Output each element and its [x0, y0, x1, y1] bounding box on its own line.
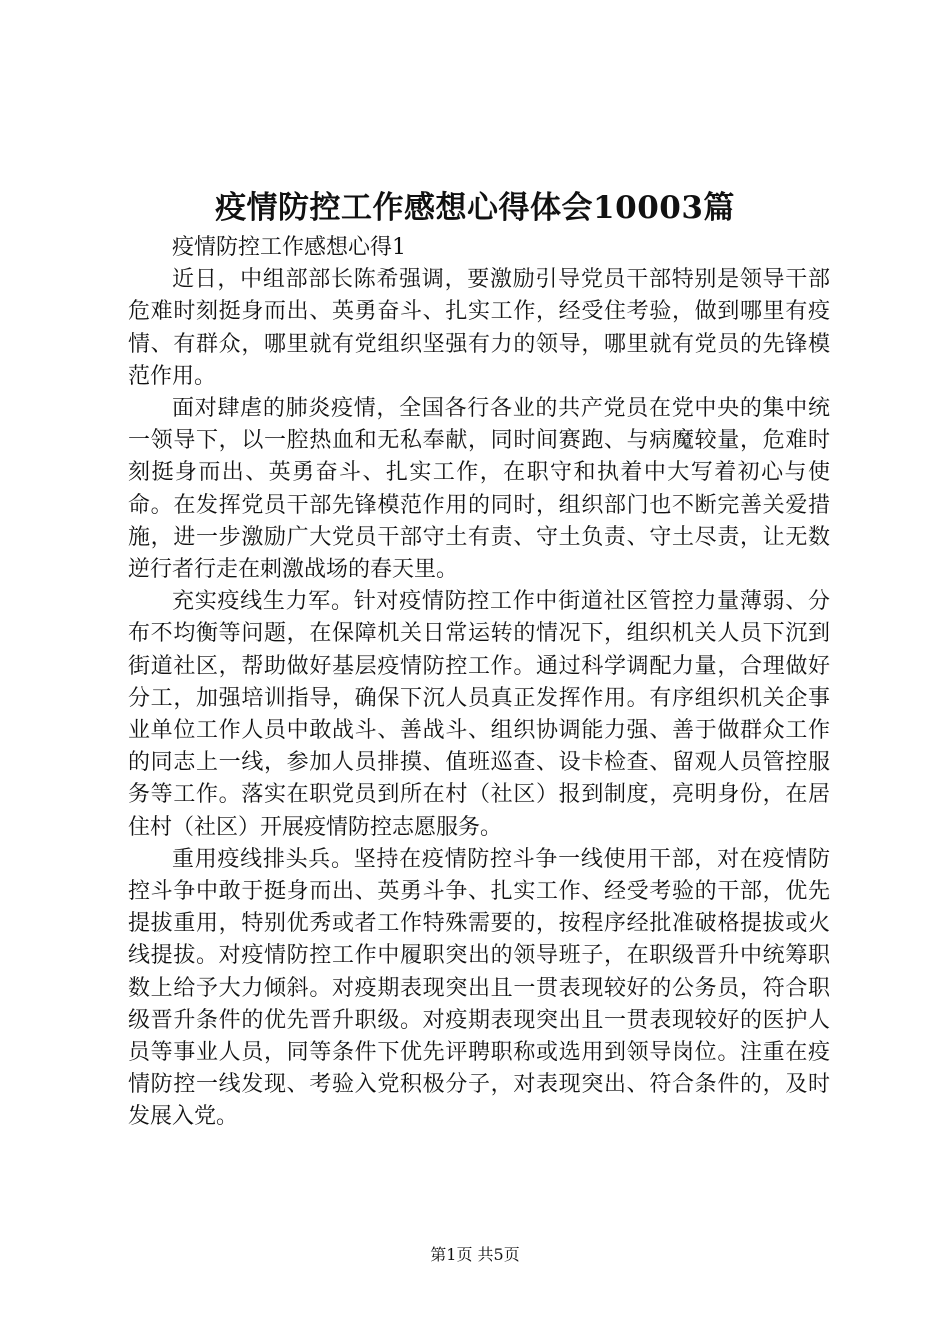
document-title: 疫情防控工作感想心得体会10003篇 — [215, 190, 735, 226]
section-heading: 疫情防控工作感想心得1 — [172, 235, 406, 260]
paragraph-2: 面对肆虐的肺炎疫情，全国各行各业的共产党员在党中央的集中统一领导下，以一腔热血和无私奉献，同时间赛跑、与病魔较量，危难时刻挺身而出、英勇奋斗、扎实工作，在职守和执着中大写着初心与使命。在发挥党员干部先锋模范作用的同时，组织部门也不断完善关爱措施，进一步激励广大党员干部守土有责、守土负责、守土尽责，让无数逆行者行走在刺激战场的春天里。 — [128, 396, 830, 583]
document-body — [128, 232, 830, 1134]
paragraph-3: 充实疫线生力军。针对疫情防控工作中街道社区管控力量薄弱、分布不均衡等问题，在保障机关日常运转的情况下，组织机关人员下沉到街道社区，帮助做好基层疫情防控工作。通过科学调配力量，合理做好分工，加强培训指导，确保下沉人员真正发挥作用。有序组织机关企事业单位工作人员中敢战斗、善战斗、组织协调能力强、善于做群众工作的同志上一线，参加人员排摸、值班巡查、设卡检查、留观人员管控服务等工作。落实在职党员到所在村（社区）报到制度，亮明身份，在居住村（社区）开展疫情防控志愿服务。 — [128, 589, 830, 840]
paragraph-1: 近日，中组部部长陈希强调，要激励引导党员干部特别是领导干部危难时刻挺身而出、英勇奋斗、扎实工作，经受住考验，做到哪里有疫情、有群众，哪里就有党组织坚强有力的领导，哪里就有党员的先锋模范作用。 — [128, 267, 830, 389]
paragraph-4: 重用疫线排头兵。坚持在疫情防控斗争一线使用干部，对在疫情防控斗争中敢于挺身而出、英勇斗争、扎实工作、经受考验的干部，优先提拔重用，特别优秀或者工作特殊需要的，按程序经批准破格提拔或火线提拔。对疫情防控工作中履职突出的领导班子，在职级晋升中统筹职数上给予大力倾斜。对疫期表现突出且一贯表现较好的公务员，符合职级晋升条件的优先晋升职级。对疫期表现突出且一贯表现较好的医护人员等事业人员，同等条件下优先评聘职称或选用到领导岗位。注重在疫情防控一线发现、考验入党积极分子，对表现突出、符合条件的，及时发展入党。 — [128, 846, 830, 1130]
page-footer: 第1页 共5页 — [430, 1245, 520, 1264]
